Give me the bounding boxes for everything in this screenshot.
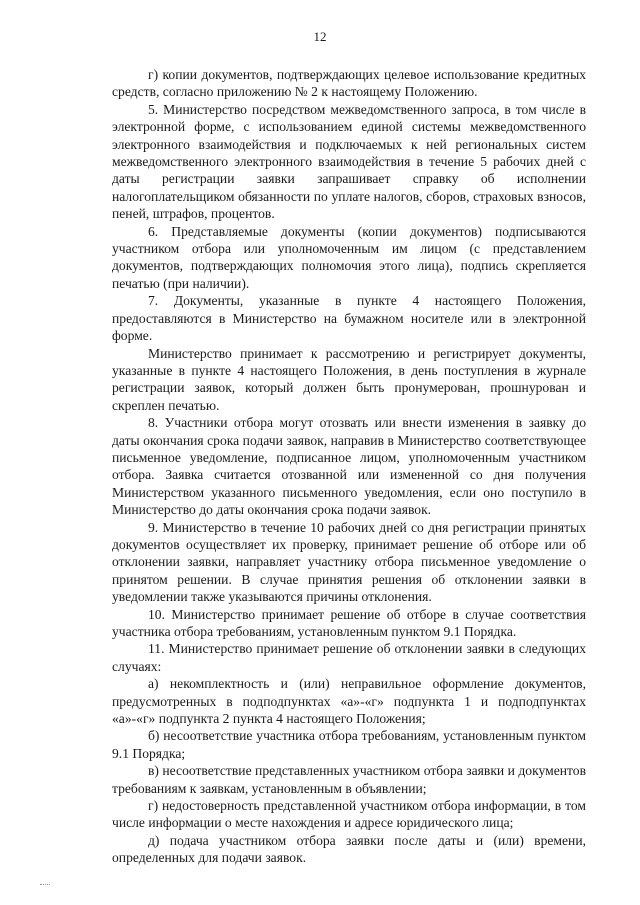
paragraph-7: 7. Документы, указанные в пункте 4 настоящего Положения, предоставляются в Министерство на бумажном носителе или в электронной форме.	[112, 293, 586, 344]
paragraph-11g: г) недостоверность представленной участником отбора информации, в том числе информации о месте нахождения и адресе юридического лица;	[112, 798, 586, 831]
page-number: 12	[313, 29, 327, 44]
paragraph-8: 8. Участники отбора могут отозвать или внести изменения в заявку до даты окончания срока подачи заявок, направив в Министерство соответствующее письменное уведомление, подписанное лицом, уполномоченным участником отбора. Заявка считается отозванной или измененной со дня получения Министерством указанного письменного уведомления, если оно поступило в Министерство до даты окончания срока подачи заявок.	[112, 415, 586, 518]
paragraph-11a: а) некомплектность и (или) неправильное оформление документов, предусмотренных в подподпунктах «а»-«г» подпункта 1 и подподпунктах «а»-«г» подпункта 2 пункта 4 настоящего Положения;	[112, 676, 586, 727]
paragraph-11v: в) несоответствие представленных участником отбора заявки и документов требованиям к заявкам, установленным в объявлении;	[112, 763, 586, 796]
paragraph-6: 6. Представляемые документы (копии документов) подписываются участником отбора или уполномоченным им лицом (с представлением документов, подтверждающих полномочия этого лица), подпись скрепляется печатью (при наличии).	[112, 223, 586, 291]
paragraph-5: 5. Министерство посредством межведомственного запроса, в том числе в электронной форме, с использованием единой системы межведомственного электронного взаимодействия и подключаемых к ней региональных систем межведомственного электронного взаимодействия в течение 5 рабочих дней с даты регистрации заявки запрашивает справку об исполнении налогоплательщиком обязанности по уплате налогов, сборов, страховых взносов, пеней, штрафов, процентов.	[112, 101, 586, 222]
scan-artifact	[40, 884, 50, 887]
paragraph-11: 11. Министерство принимает решение об отклонении заявки в следующих случаях:	[112, 641, 586, 674]
document-body	[112, 66, 586, 867]
paragraph-11d: д) подача участником отбора заявки после даты и (или) времени, определенных для подачи заявок.	[112, 832, 586, 866]
paragraph-10: 10. Министерство принимает решение об отборе в случае соответствия участника отбора требованиям, установленным пунктом 9.1 Порядка.	[112, 606, 586, 639]
paragraph-9: 9. Министерство в течение 10 рабочих дней со дня регистрации принятых документов осуществляет их проверку, принимает решение об отборе или об отклонении заявки, направляет участнику отбора письменное уведомление о принятом решении. В случае принятия решения об отклонении заявки в уведомлении также указываются причины отклонения.	[112, 519, 586, 605]
paragraph-11b: б) несоответствие участника отбора требованиям, установленным пунктом 9.1 Порядка;	[112, 728, 586, 761]
paragraph-4g: г) копии документов, подтверждающих целевое использование кредитных средств, согласно приложению № 2 к настоящему Положению.	[112, 67, 586, 100]
paragraph-7-registration: Министерство принимает к рассмотрению и регистрирует документы, указанные в пункте 4 настоящего Положения, в день поступления в журнале регистрации заявок, который должен быть пронумерован, прошнурован и скреплен печатью.	[112, 345, 586, 413]
